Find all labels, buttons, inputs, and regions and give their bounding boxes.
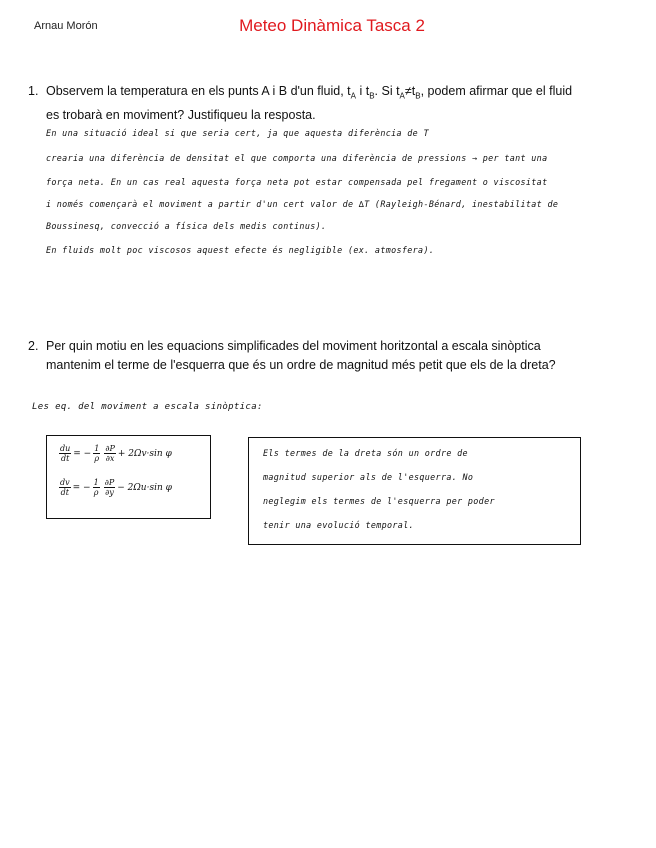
answer-1-line: força neta. En un cas real aquesta força neta pot estar compensada pel fregament o viscositat [46, 177, 548, 187]
page-title: Meteo Dinàmica Tasca 2 [239, 16, 425, 35]
answer-1-line: i només començarà el moviment a partir d'un cert valor de ∆T (Rayleigh-Bénard, inestabilitat de [46, 199, 559, 209]
equations-box [46, 435, 211, 519]
question-1-number: 1. [28, 84, 39, 98]
question-2-text: Per quin motiu en les equacions simplificades del moviment horitzontal a escala sinòptica mantenim el terme de l'esquerra que és un ordre de magnitud més petit que els de la dreta? [46, 339, 556, 372]
answer-2-line: Els termes de la dreta són un ordre de [263, 448, 468, 458]
answer-2-line: magnitud superior als de l'esquerra. No [263, 472, 474, 482]
answer-2-box [248, 437, 581, 545]
answer-1-line: En una situació ideal si que seria cert, ja que aquesta diferència de T [46, 128, 429, 138]
answer-1-line: En fluids molt poc viscosos aquest efecte és negligible (ex. atmosfera). [46, 245, 435, 255]
equation-v: $\frac{dv}{dt}$ = − $\frac{1}{\rho}$ $\frac{\partial P}{\partial y}$ − 2Ωu·sin φ [60, 478, 172, 497]
answer-2-line: neglegim els termes de l'esquerra per poder [263, 496, 495, 506]
answer-2-line: tenir una evolució temporal. [263, 520, 414, 530]
author-name: Arnau Morón [34, 20, 98, 32]
answer-1-line: crearia una diferència de densitat el que comporta una diferència de pressions → per tant una [46, 153, 548, 163]
answer-1-line: Boussinesq, convecció a física dels medis continus). [46, 221, 327, 231]
question-1 [28, 82, 628, 125]
question-2-number: 2. [28, 339, 39, 353]
equation-u: $\frac{du}{dt}$ = − $\frac{1}{\rho}$ $\frac{\partial P}{\partial x}$ + 2Ωv·sin φ [60, 444, 172, 463]
question-2 [28, 337, 628, 375]
question-1-text: Observem la temperatura en els punts A i B d'un fluid, $t_A$ i $t_B$. Si $t_A\ne t_B$, podem afirmar que el fluid es trobarà en moviment? Justifiqueu la resposta. [46, 84, 573, 122]
answer-2-intro: Les eq. del moviment a escala sinòptica: [32, 402, 263, 412]
